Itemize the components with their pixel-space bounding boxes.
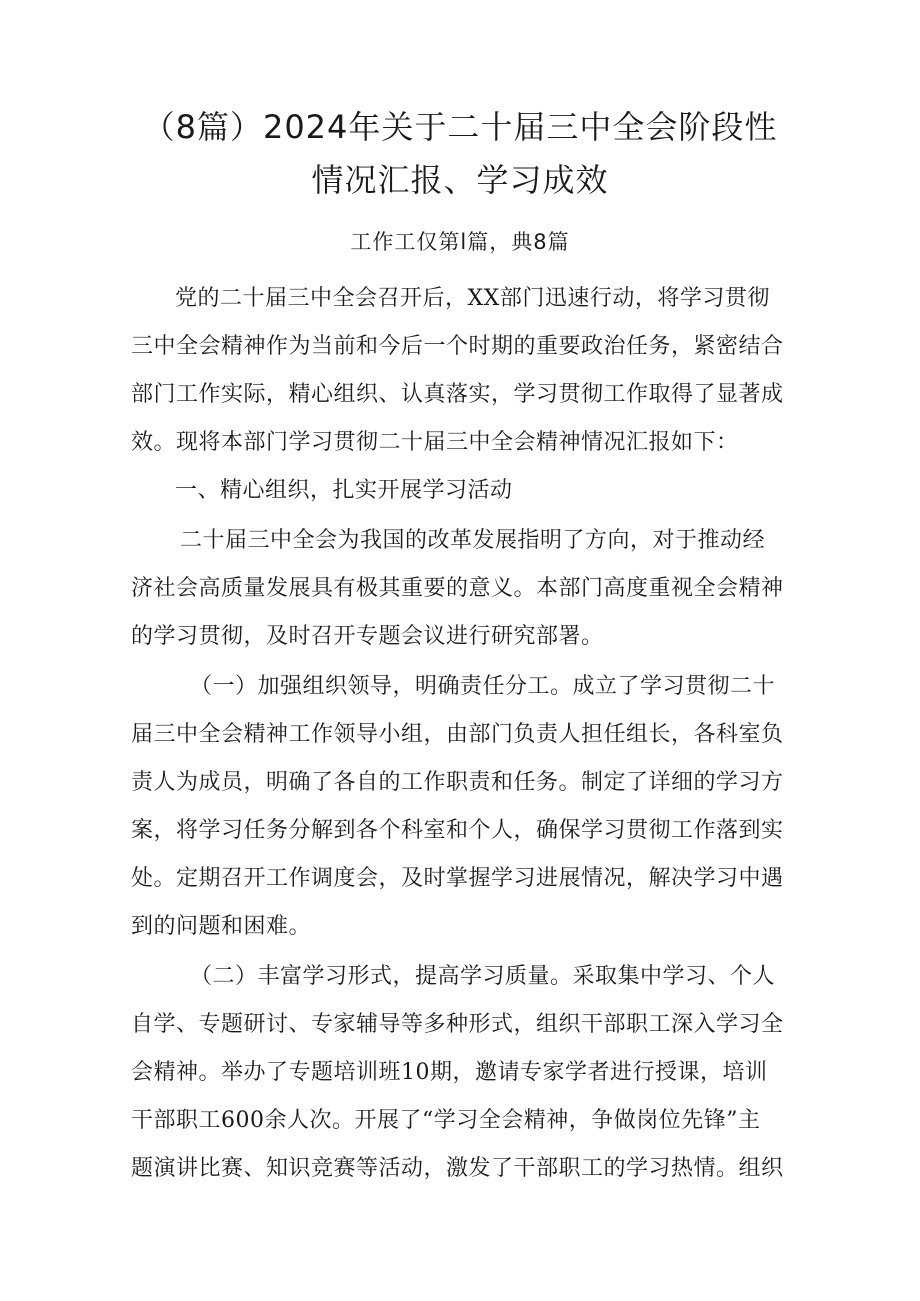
paragraph-line: 党的二十届三中全会召开后，XX部门迅速行动，将学习贯彻 [175, 286, 770, 311]
paragraph-line: 的学习贯彻，及时召开专题会议进行研究部署。 [131, 624, 604, 649]
paragraph-line: 部门工作实际，精心组织、认真落实，学习贯彻工作取得了显著成 [131, 382, 784, 407]
paragraph-line: 到的问题和困难。 [131, 914, 312, 939]
subsection-line: （一）加强组织领导，明确责任分工。成立了学习贯彻二十 [190, 674, 776, 699]
paragraph-line: 自学、专题研讨、专家辅导等多种形式，组织干部职工深入学习全 [131, 1012, 784, 1037]
paragraph-line: 届三中全会精神工作领导小组，由部门负责人担任组长，各科室负 [131, 722, 784, 747]
paragraph-line: 济社会高质量发展具有极其重要的意义。本部门高度重视全会精神 [131, 576, 784, 601]
subsection-line: （二）丰富学习形式，提高学习质量。采取集中学习、个人 [190, 964, 776, 989]
paragraph-line: 三中全会精神作为当前和今后一个时期的重要政治任务，紧密结合 [131, 334, 784, 359]
document-subtitle: 工作工仅第l篇，典8篇 [350, 230, 570, 254]
section-heading: 一、精心组织，扎实开展学习活动 [175, 478, 513, 503]
paragraph-line: 处。定期召开工作调度会，及时掌握学习进展情况，解决学习中遇 [131, 866, 784, 891]
document-title-line-1: （8篇）2024年关于二十届三中全会阶段性 [142, 108, 778, 146]
paragraph-line: 责人为成员，明确了各自的工作职责和任务。制定了详细的学习方 [131, 770, 784, 795]
paragraph-line: 二十届三中全会为我国的改革发展指明了方向，对于推动经 [180, 528, 766, 553]
paragraph-line: 效。现将本部门学习贯彻二十届三中全会精神情况汇报如下： [131, 430, 739, 455]
paragraph-line: 案，将学习任务分解到各个科室和个人，确保学习贯彻工作落到实 [131, 818, 784, 843]
document-title-line-2: 情况汇报、学习成效 [311, 161, 609, 199]
paragraph-line: 干部职工600余人次。开展了“学习全会精神，争做岗位先锋”主 [131, 1108, 761, 1133]
paragraph-line: 会精神。举办了专题培训班10期，邀请专家学者进行授课，培训 [131, 1060, 768, 1085]
paragraph-line: 题演讲比赛、知识竞赛等活动，激发了干部职工的学习热情。组织 [131, 1156, 784, 1181]
